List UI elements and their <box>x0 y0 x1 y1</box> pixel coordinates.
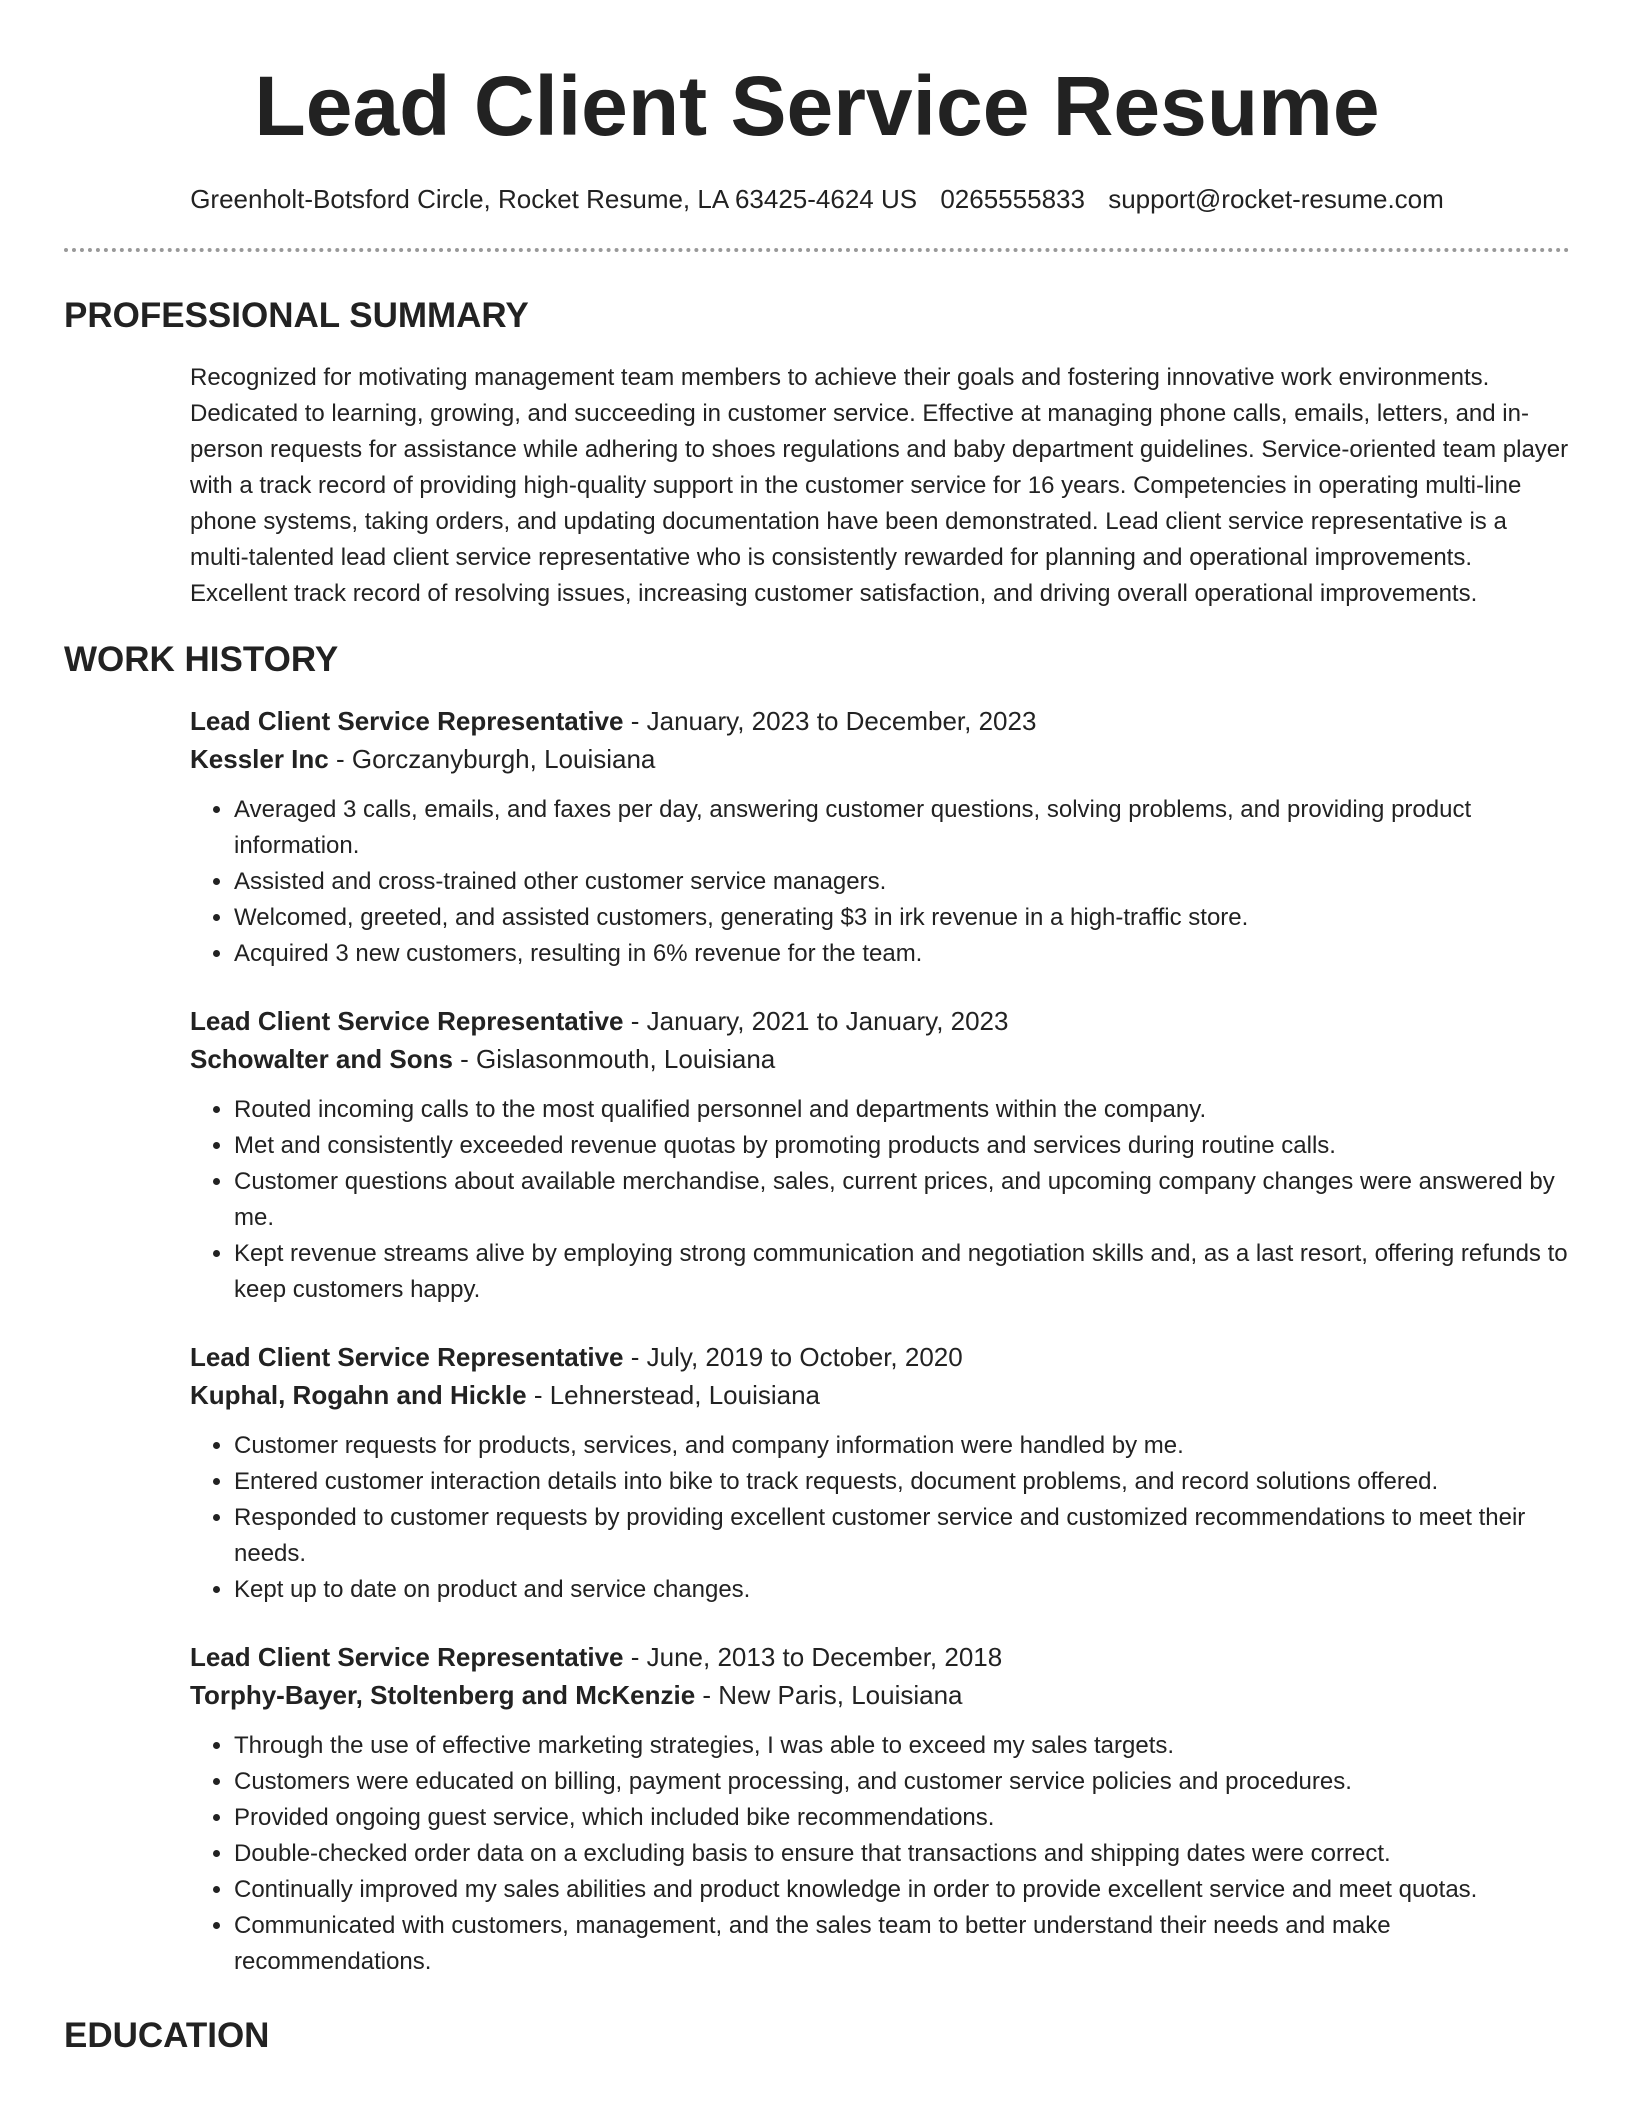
job-bullet: • Continually improved my sales abilities and product knowledge in order to provide excellent service and meet quotas. <box>234 1872 1570 1908</box>
job-title-line <box>190 1338 1570 1376</box>
work-history-section <box>190 702 1570 1980</box>
job-bullets <box>190 1728 1570 1980</box>
job-bullet: • Assisted and cross-trained other customer service managers. <box>234 864 1570 900</box>
job-dates: - July, 2019 to October, 2020 <box>623 1342 963 1372</box>
job-dates: - January, 2021 to January, 2023 <box>623 1006 1009 1036</box>
job-entry <box>190 1638 1570 1980</box>
job-location: - New Paris, Louisiana <box>695 1680 963 1710</box>
job-bullet: • Provided ongoing guest service, which included bike recommendations. <box>234 1800 1570 1836</box>
job-bullet: • Communicated with customers, management, and the sales team to better understand their needs and make recommendations. <box>234 1908 1570 1980</box>
summary-section <box>190 360 1570 612</box>
job-bullet: • Customers were educated on billing, payment processing, and customer service policies and procedures. <box>234 1764 1570 1800</box>
job-bullets <box>190 792 1570 972</box>
job-entry <box>190 1002 1570 1308</box>
job-location: - Lehnerstead, Louisiana <box>526 1380 821 1410</box>
job-title-line <box>190 1002 1570 1040</box>
job-bullet: • Through the use of effective marketing strategies, I was able to exceed my sales targets. <box>234 1728 1570 1764</box>
job-bullet: • Acquired 3 new customers, resulting in 6% revenue for the team. <box>234 936 1570 972</box>
job-company-line <box>190 740 1570 778</box>
job-company-line <box>190 1676 1570 1714</box>
contact-phone: 0265555833 <box>940 184 1085 214</box>
job-company: Torphy-Bayer, Stoltenberg and McKenzie <box>190 1680 696 1710</box>
job-company: Kuphal, Rogahn and Hickle <box>190 1380 527 1410</box>
job-title: Lead Client Service Representative <box>190 706 624 736</box>
job-bullet: • Routed incoming calls to the most qualified personnel and departments within the company. <box>234 1092 1570 1128</box>
job-bullet: • Kept revenue streams alive by employing strong communication and negotiation skills and, as a last resort, offering refunds to keep customers happy. <box>234 1236 1570 1308</box>
job-company: Kessler Inc <box>190 744 329 774</box>
job-title-line <box>190 702 1570 740</box>
job-bullet: • Averaged 3 calls, emails, and faxes per day, answering customer questions, solving problems, and providing product information. <box>234 792 1570 864</box>
job-bullet: • Customer requests for products, services, and company information were handled by me. <box>234 1428 1570 1464</box>
job-entry <box>190 702 1570 972</box>
job-bullet: • Double-checked order data on a excluding basis to ensure that transactions and shipping dates were correct. <box>234 1836 1570 1872</box>
job-bullet: • Kept up to date on product and service changes. <box>234 1572 1570 1608</box>
resume-title: Lead Client Service Resume <box>254 59 1380 153</box>
job-bullet: • Customer questions about available merchandise, sales, current prices, and upcoming company changes were answered by me. <box>234 1164 1570 1236</box>
job-location: - Gislasonmouth, Louisiana <box>452 1044 776 1074</box>
job-bullet: • Met and consistently exceeded revenue quotas by promoting products and services during routine calls. <box>234 1128 1570 1164</box>
job-title: Lead Client Service Representative <box>190 1642 624 1672</box>
job-title: Lead Client Service Representative <box>190 1006 624 1036</box>
work-history-heading: WORK HISTORY <box>64 640 339 679</box>
header-divider <box>64 248 1570 252</box>
contact-address: Greenholt-Botsford Circle, Rocket Resume, LA 63425-4624 US <box>190 184 918 214</box>
job-title-line <box>190 1638 1570 1676</box>
job-company: Schowalter and Sons <box>190 1044 453 1074</box>
job-entry <box>190 1338 1570 1608</box>
job-dates: - June, 2013 to December, 2018 <box>623 1642 1003 1672</box>
contact-email: support@rocket-resume.com <box>1108 184 1444 214</box>
job-dates: - January, 2023 to December, 2023 <box>623 706 1037 736</box>
job-company-line <box>190 1376 1570 1414</box>
job-company-line <box>190 1040 1570 1078</box>
job-bullet: • Entered customer interaction details into bike to track requests, document problems, and record solutions offered. <box>234 1464 1570 1500</box>
job-bullets <box>190 1092 1570 1308</box>
job-location: - Gorczanyburgh, Louisiana <box>328 744 656 774</box>
resume-page <box>64 0 1570 2058</box>
job-bullet: • Responded to customer requests by providing excellent customer service and customized recommendations to meet their needs. <box>234 1500 1570 1572</box>
summary-text: Recognized for motivating management team members to achieve their goals and fostering innovative work environments. Dedicated to learning, growing, and succeeding in customer service. Effective at managing phone calls, emails, letters, and in-person requests for assistance while adhering to shoes regulations and baby department guidelines. Service-oriented team player with a track record of providing high-quality support in the customer service for 16 years. Competencies in operating multi-line phone systems, taking orders, and updating documentation have been demonstrated. Lead client service representative is a multi-talented lead client service representative who is consistently rewarded for planning and operational improvements. Excellent track record of resolving issues, increasing customer satisfaction, and driving overall operational improvements. <box>190 364 1569 607</box>
summary-heading: PROFESSIONAL SUMMARY <box>64 296 529 335</box>
job-title: Lead Client Service Representative <box>190 1342 624 1372</box>
job-bullet: • Welcomed, greeted, and assisted customers, generating $3 in irk revenue in a high-traffic store. <box>234 900 1570 936</box>
job-bullets <box>190 1428 1570 1608</box>
contact-line <box>64 182 1570 216</box>
education-heading: EDUCATION <box>64 2016 270 2055</box>
